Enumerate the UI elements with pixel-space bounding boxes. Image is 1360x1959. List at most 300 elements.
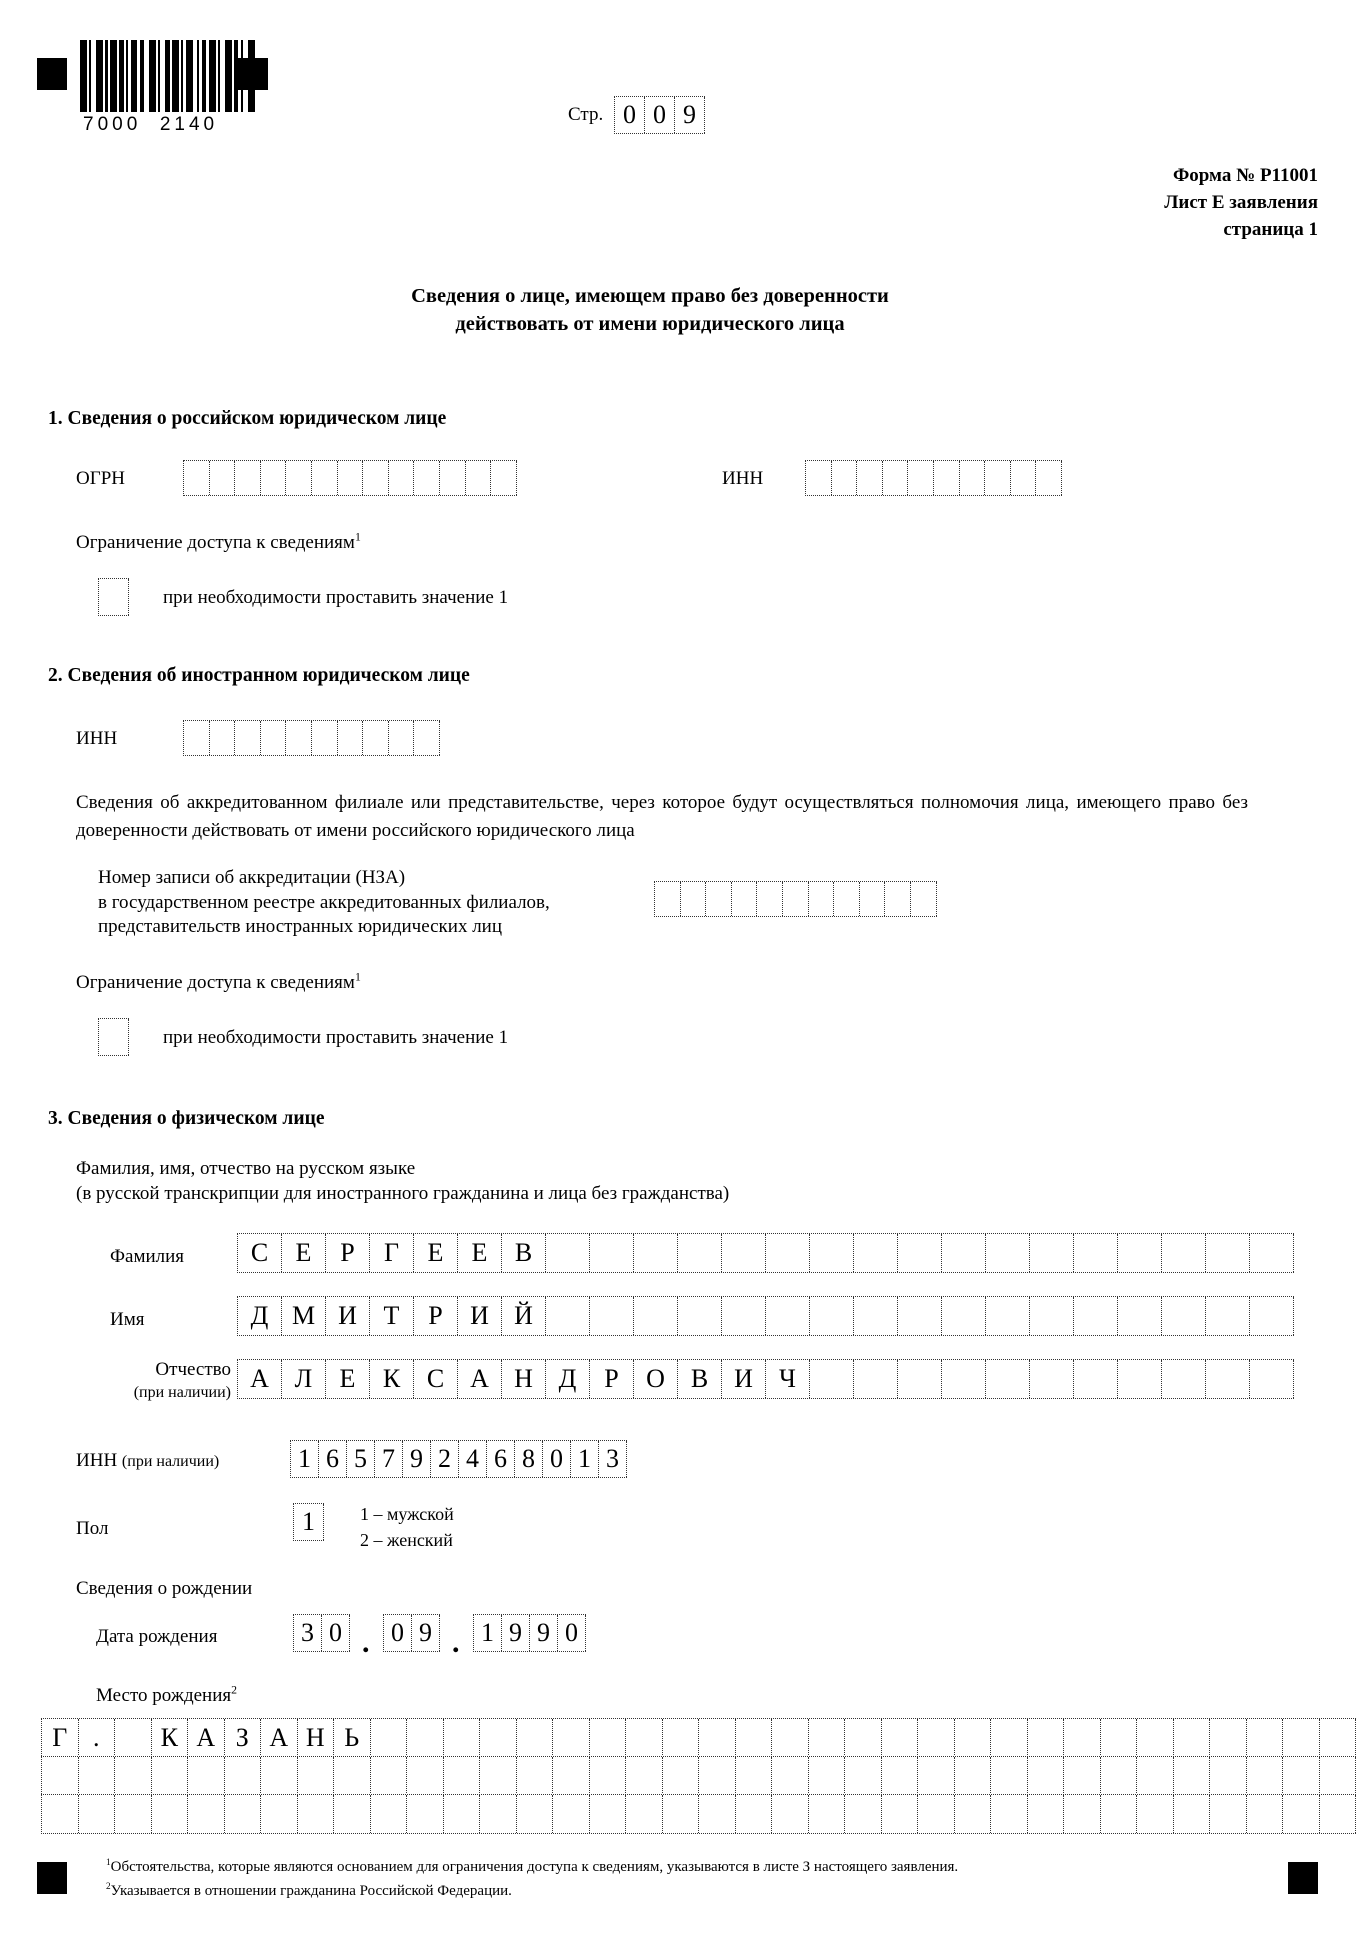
input-cell[interactable] bbox=[960, 461, 986, 495]
input-cell[interactable] bbox=[706, 882, 732, 916]
input-cell[interactable] bbox=[1137, 1719, 1174, 1757]
input-cell[interactable] bbox=[699, 1719, 736, 1757]
input-cell[interactable] bbox=[809, 1757, 846, 1795]
nza-field[interactable] bbox=[654, 881, 937, 921]
input-cell[interactable] bbox=[99, 579, 129, 615]
input-cell[interactable]: 1 bbox=[294, 1504, 324, 1540]
input-cell[interactable] bbox=[809, 1795, 846, 1833]
input-cell[interactable] bbox=[942, 1234, 986, 1272]
input-cell[interactable] bbox=[1162, 1360, 1206, 1398]
input-cell[interactable] bbox=[1162, 1297, 1206, 1335]
birth-date-label: Дата рождения bbox=[96, 1626, 218, 1647]
input-cell[interactable]: И bbox=[326, 1297, 370, 1335]
input-cell[interactable]: 3 bbox=[294, 1615, 322, 1651]
input-cell[interactable]: 0 bbox=[384, 1615, 412, 1651]
input-cell[interactable] bbox=[918, 1795, 955, 1833]
section2-restriction-footnote-marker: 1 bbox=[354, 970, 361, 984]
input-cell[interactable]: Д bbox=[546, 1360, 590, 1398]
input-cell[interactable] bbox=[810, 1297, 854, 1335]
input-cell[interactable] bbox=[1118, 1234, 1162, 1272]
input-cell[interactable] bbox=[480, 1757, 517, 1795]
input-cell[interactable] bbox=[955, 1795, 992, 1833]
input-cell[interactable] bbox=[854, 1297, 898, 1335]
input-cell[interactable] bbox=[184, 721, 210, 755]
input-cell[interactable] bbox=[722, 1297, 766, 1335]
input-cell[interactable] bbox=[882, 1719, 919, 1757]
birth-place-footnote-marker: 2 bbox=[231, 1683, 238, 1697]
input-cell[interactable] bbox=[1250, 1234, 1294, 1272]
input-cell[interactable] bbox=[553, 1795, 590, 1833]
input-cell[interactable] bbox=[1174, 1757, 1211, 1795]
input-cell[interactable] bbox=[261, 1795, 298, 1833]
input-cell[interactable] bbox=[517, 1757, 554, 1795]
input-cell[interactable] bbox=[546, 1234, 590, 1272]
gender-options bbox=[360, 1501, 454, 1553]
barcode-bar bbox=[110, 40, 117, 112]
birth-place-row-3[interactable] bbox=[41, 1794, 1356, 1838]
surname-field[interactable] bbox=[237, 1233, 1294, 1273]
input-cell[interactable] bbox=[371, 1719, 408, 1757]
input-cell[interactable] bbox=[546, 1297, 590, 1335]
input-cell[interactable] bbox=[152, 1757, 189, 1795]
input-cell[interactable] bbox=[407, 1719, 444, 1757]
input-cell[interactable] bbox=[261, 721, 287, 755]
input-cell[interactable] bbox=[1206, 1360, 1250, 1398]
registration-mark-bottom-right bbox=[1288, 1862, 1318, 1894]
input-cell[interactable]: 0 bbox=[645, 97, 675, 133]
barcode bbox=[80, 40, 257, 112]
input-cell[interactable] bbox=[298, 1795, 335, 1833]
input-cell[interactable] bbox=[626, 1719, 663, 1757]
input-cell[interactable]: О bbox=[634, 1360, 678, 1398]
input-cell[interactable]: 1 bbox=[571, 1441, 599, 1477]
input-cell[interactable] bbox=[736, 1757, 773, 1795]
input-cell[interactable] bbox=[1074, 1297, 1118, 1335]
ogrn-field[interactable] bbox=[183, 460, 517, 500]
footnote-2-marker: 2 bbox=[106, 1882, 111, 1892]
input-cell[interactable] bbox=[783, 882, 809, 916]
input-cell[interactable]: Е bbox=[458, 1234, 502, 1272]
input-cell[interactable] bbox=[286, 721, 312, 755]
input-cell[interactable] bbox=[663, 1757, 700, 1795]
input-cell[interactable]: М bbox=[282, 1297, 326, 1335]
input-cell[interactable]: Л bbox=[282, 1360, 326, 1398]
input-cell[interactable]: К bbox=[370, 1360, 414, 1398]
input-cell[interactable]: В bbox=[502, 1234, 546, 1272]
input-cell[interactable] bbox=[806, 461, 832, 495]
input-cell[interactable] bbox=[1283, 1719, 1320, 1757]
input-cell[interactable] bbox=[942, 1360, 986, 1398]
input-cell[interactable]: Е bbox=[414, 1234, 458, 1272]
input-cell[interactable] bbox=[911, 882, 937, 916]
input-cell[interactable] bbox=[991, 1757, 1028, 1795]
input-cell[interactable]: Р bbox=[414, 1297, 458, 1335]
input-cell[interactable]: Н bbox=[502, 1360, 546, 1398]
input-cell[interactable] bbox=[480, 1719, 517, 1757]
input-cell[interactable] bbox=[845, 1757, 882, 1795]
input-cell[interactable] bbox=[235, 461, 261, 495]
input-cell[interactable] bbox=[79, 1795, 116, 1833]
input-cell[interactable] bbox=[115, 1757, 152, 1795]
section3-inn-field[interactable] bbox=[290, 1440, 627, 1478]
input-cell[interactable] bbox=[991, 1795, 1028, 1833]
input-cell[interactable] bbox=[678, 1234, 722, 1272]
input-cell[interactable] bbox=[1074, 1234, 1118, 1272]
input-cell[interactable] bbox=[1118, 1297, 1162, 1335]
input-cell[interactable]: 0 bbox=[615, 97, 645, 133]
input-cell[interactable] bbox=[1247, 1795, 1284, 1833]
input-cell[interactable] bbox=[363, 721, 389, 755]
barcode-number: 7000 2140 bbox=[83, 114, 219, 135]
input-cell[interactable] bbox=[1250, 1360, 1294, 1398]
input-cell[interactable] bbox=[1074, 1360, 1118, 1398]
input-cell[interactable] bbox=[772, 1719, 809, 1757]
input-cell[interactable]: З bbox=[225, 1719, 262, 1757]
input-cell[interactable] bbox=[991, 1719, 1028, 1757]
gender-label: Пол bbox=[76, 1518, 109, 1539]
input-cell[interactable] bbox=[553, 1757, 590, 1795]
input-cell[interactable]: Г bbox=[42, 1719, 79, 1757]
input-cell[interactable] bbox=[1064, 1795, 1101, 1833]
input-cell[interactable] bbox=[99, 1019, 129, 1055]
input-cell[interactable] bbox=[955, 1757, 992, 1795]
section2-paragraph: Сведения об аккредитованном филиале или представительстве, через которое будут осуществляться полномочия лица, имеющего право без доверенности действовать от имени российского юридического лица bbox=[76, 792, 1248, 841]
input-cell[interactable]: 5 bbox=[347, 1441, 375, 1477]
input-cell[interactable] bbox=[772, 1795, 809, 1833]
input-cell[interactable] bbox=[1101, 1719, 1138, 1757]
input-cell[interactable] bbox=[834, 882, 860, 916]
form-header bbox=[1164, 163, 1318, 244]
input-cell[interactable] bbox=[882, 1795, 919, 1833]
input-cell[interactable] bbox=[678, 1297, 722, 1335]
input-cell[interactable] bbox=[389, 721, 415, 755]
input-cell[interactable] bbox=[338, 721, 364, 755]
input-cell[interactable]: Ч bbox=[766, 1360, 810, 1398]
input-cell[interactable] bbox=[809, 1719, 846, 1757]
birth-info-heading: Сведения о рождении bbox=[76, 1578, 253, 1599]
footnote-1-text: Обстоятельства, которые являются основанием для ограничения доступа к сведениям, указываются в листе З настоящего заявления. bbox=[110, 1859, 959, 1875]
input-cell[interactable]: А bbox=[238, 1360, 282, 1398]
input-cell[interactable] bbox=[115, 1795, 152, 1833]
input-cell[interactable] bbox=[590, 1719, 627, 1757]
input-cell[interactable]: Ь bbox=[334, 1719, 371, 1757]
input-cell[interactable]: Й bbox=[502, 1297, 546, 1335]
input-cell[interactable] bbox=[885, 882, 911, 916]
input-cell[interactable] bbox=[188, 1757, 225, 1795]
input-cell[interactable] bbox=[1137, 1757, 1174, 1795]
input-cell[interactable] bbox=[235, 721, 261, 755]
input-cell[interactable] bbox=[810, 1234, 854, 1272]
barcode-bar bbox=[225, 40, 232, 112]
input-cell[interactable] bbox=[1210, 1795, 1247, 1833]
input-cell[interactable] bbox=[663, 1719, 700, 1757]
input-cell[interactable] bbox=[898, 1297, 942, 1335]
input-cell[interactable] bbox=[225, 1757, 262, 1795]
birth-year-field[interactable] bbox=[473, 1614, 586, 1652]
input-cell[interactable] bbox=[1030, 1234, 1074, 1272]
input-cell[interactable] bbox=[942, 1297, 986, 1335]
input-cell[interactable]: 3 bbox=[599, 1441, 627, 1477]
input-cell[interactable] bbox=[1064, 1719, 1101, 1757]
input-cell[interactable] bbox=[1250, 1297, 1294, 1335]
input-cell[interactable]: А bbox=[261, 1719, 298, 1757]
section2-restriction-label bbox=[76, 971, 361, 996]
input-cell[interactable]: . bbox=[79, 1719, 116, 1757]
input-cell[interactable] bbox=[590, 1234, 634, 1272]
input-cell[interactable] bbox=[699, 1757, 736, 1795]
input-cell[interactable] bbox=[1162, 1234, 1206, 1272]
input-cell[interactable] bbox=[1036, 461, 1062, 495]
input-cell[interactable] bbox=[845, 1795, 882, 1833]
input-cell[interactable] bbox=[1320, 1719, 1357, 1757]
input-cell[interactable] bbox=[491, 461, 517, 495]
input-cell[interactable] bbox=[1206, 1234, 1250, 1272]
input-cell[interactable]: Е bbox=[282, 1234, 326, 1272]
input-cell[interactable] bbox=[210, 461, 236, 495]
birth-month-field[interactable] bbox=[383, 1614, 440, 1652]
input-cell[interactable] bbox=[590, 1297, 634, 1335]
input-cell[interactable] bbox=[860, 882, 886, 916]
nza-label-line2: в государственном реестре аккредитованных филиалов, bbox=[98, 891, 550, 913]
input-cell[interactable] bbox=[722, 1234, 766, 1272]
patronymic-label bbox=[96, 1358, 231, 1403]
section1-inn-field[interactable] bbox=[805, 460, 1062, 500]
input-cell[interactable] bbox=[883, 461, 909, 495]
page-number-cells[interactable] bbox=[614, 96, 705, 134]
input-cell[interactable] bbox=[854, 1234, 898, 1272]
input-cell[interactable]: 6 bbox=[319, 1441, 347, 1477]
input-cell[interactable] bbox=[363, 461, 389, 495]
input-cell[interactable] bbox=[312, 461, 338, 495]
input-cell[interactable]: В bbox=[678, 1360, 722, 1398]
input-cell[interactable] bbox=[1137, 1795, 1174, 1833]
input-cell[interactable] bbox=[736, 1795, 773, 1833]
input-cell[interactable] bbox=[1174, 1719, 1211, 1757]
input-cell[interactable] bbox=[1064, 1757, 1101, 1795]
input-cell[interactable] bbox=[1320, 1757, 1357, 1795]
input-cell[interactable] bbox=[444, 1719, 481, 1757]
input-cell[interactable] bbox=[1028, 1719, 1065, 1757]
input-cell[interactable] bbox=[934, 461, 960, 495]
input-cell[interactable]: И bbox=[722, 1360, 766, 1398]
input-cell[interactable] bbox=[845, 1719, 882, 1757]
input-cell[interactable] bbox=[444, 1795, 481, 1833]
input-cell[interactable] bbox=[857, 461, 883, 495]
input-cell[interactable] bbox=[986, 1297, 1030, 1335]
input-cell[interactable] bbox=[1118, 1360, 1162, 1398]
registration-mark-top-left bbox=[37, 58, 67, 90]
input-cell[interactable] bbox=[918, 1719, 955, 1757]
input-cell[interactable] bbox=[626, 1795, 663, 1833]
input-cell[interactable] bbox=[389, 461, 415, 495]
input-cell[interactable]: Р bbox=[326, 1234, 370, 1272]
form-number: Форма № Р11001 bbox=[1172, 165, 1318, 186]
input-cell[interactable]: А bbox=[458, 1360, 502, 1398]
input-cell[interactable]: 0 bbox=[558, 1615, 586, 1651]
input-cell[interactable] bbox=[898, 1234, 942, 1272]
input-cell[interactable] bbox=[1028, 1795, 1065, 1833]
input-cell[interactable] bbox=[699, 1795, 736, 1833]
input-cell[interactable]: 1 bbox=[474, 1615, 502, 1651]
input-cell[interactable]: С bbox=[414, 1360, 458, 1398]
document-title bbox=[330, 283, 970, 338]
sheet-name: Лист Е заявления bbox=[1164, 191, 1318, 213]
input-cell[interactable] bbox=[590, 1795, 627, 1833]
input-cell[interactable]: 9 bbox=[530, 1615, 558, 1651]
nza-label-line1: Номер записи об аккредитации (НЗА) bbox=[98, 867, 406, 888]
input-cell[interactable] bbox=[1247, 1719, 1284, 1757]
patronymic-field[interactable] bbox=[237, 1359, 1294, 1399]
input-cell[interactable] bbox=[298, 1757, 335, 1795]
section2-inn-field[interactable] bbox=[183, 720, 440, 760]
input-cell[interactable] bbox=[261, 461, 287, 495]
input-cell[interactable]: Н bbox=[298, 1719, 335, 1757]
input-cell[interactable]: Е bbox=[326, 1360, 370, 1398]
input-cell[interactable] bbox=[517, 1719, 554, 1757]
input-cell[interactable]: Р bbox=[590, 1360, 634, 1398]
input-cell[interactable] bbox=[854, 1360, 898, 1398]
birth-day-field[interactable] bbox=[293, 1614, 350, 1652]
input-cell[interactable] bbox=[908, 461, 934, 495]
input-cell[interactable]: 9 bbox=[502, 1615, 530, 1651]
input-cell[interactable] bbox=[42, 1757, 79, 1795]
input-cell[interactable] bbox=[1174, 1795, 1211, 1833]
input-cell[interactable] bbox=[681, 882, 707, 916]
input-cell[interactable] bbox=[1101, 1757, 1138, 1795]
input-cell[interactable] bbox=[1283, 1757, 1320, 1795]
input-cell[interactable] bbox=[407, 1757, 444, 1795]
input-cell[interactable] bbox=[1283, 1795, 1320, 1833]
input-cell[interactable] bbox=[986, 1360, 1030, 1398]
input-cell[interactable]: 9 bbox=[675, 97, 705, 133]
barcode-bar bbox=[255, 40, 257, 112]
input-cell[interactable] bbox=[480, 1795, 517, 1833]
input-cell[interactable] bbox=[634, 1234, 678, 1272]
input-cell[interactable] bbox=[1028, 1757, 1065, 1795]
input-cell[interactable]: 1 bbox=[291, 1441, 319, 1477]
input-cell[interactable] bbox=[590, 1757, 627, 1795]
barcode-bar bbox=[172, 40, 179, 112]
input-cell[interactable]: 0 bbox=[322, 1615, 350, 1651]
input-cell[interactable] bbox=[210, 721, 236, 755]
input-cell[interactable] bbox=[1206, 1297, 1250, 1335]
input-cell[interactable] bbox=[655, 882, 681, 916]
input-cell[interactable]: А bbox=[188, 1719, 225, 1757]
input-cell[interactable]: 8 bbox=[515, 1441, 543, 1477]
input-cell[interactable] bbox=[414, 721, 440, 755]
input-cell[interactable] bbox=[757, 882, 783, 916]
input-cell[interactable]: Г bbox=[370, 1234, 414, 1272]
input-cell[interactable]: 0 bbox=[543, 1441, 571, 1477]
input-cell[interactable] bbox=[918, 1757, 955, 1795]
input-cell[interactable] bbox=[338, 461, 364, 495]
input-cell[interactable] bbox=[407, 1795, 444, 1833]
input-cell[interactable] bbox=[663, 1795, 700, 1833]
barcode-bar bbox=[149, 40, 156, 112]
input-cell[interactable]: Т bbox=[370, 1297, 414, 1335]
input-cell[interactable] bbox=[371, 1757, 408, 1795]
input-cell[interactable] bbox=[985, 461, 1011, 495]
name-note bbox=[76, 1157, 729, 1206]
input-cell[interactable] bbox=[955, 1719, 992, 1757]
input-cell[interactable]: 7 bbox=[375, 1441, 403, 1477]
input-cell[interactable] bbox=[334, 1757, 371, 1795]
section2-restriction-field[interactable] bbox=[98, 1018, 129, 1060]
input-cell[interactable]: К bbox=[152, 1719, 189, 1757]
input-cell[interactable]: 6 bbox=[487, 1441, 515, 1477]
input-cell[interactable] bbox=[1210, 1757, 1247, 1795]
input-cell[interactable] bbox=[312, 721, 338, 755]
input-cell[interactable]: Д bbox=[238, 1297, 282, 1335]
input-cell[interactable] bbox=[79, 1757, 116, 1795]
birth-date-separator-2: . bbox=[452, 1626, 460, 1659]
input-cell[interactable] bbox=[261, 1757, 298, 1795]
input-cell[interactable] bbox=[882, 1757, 919, 1795]
input-cell[interactable]: С bbox=[238, 1234, 282, 1272]
input-cell[interactable]: 9 bbox=[412, 1615, 440, 1651]
input-cell[interactable] bbox=[1247, 1757, 1284, 1795]
input-cell[interactable] bbox=[832, 461, 858, 495]
registration-mark-bottom-left bbox=[37, 1862, 67, 1894]
barcode-bar bbox=[96, 40, 103, 112]
input-cell[interactable] bbox=[1210, 1719, 1247, 1757]
input-cell[interactable] bbox=[809, 882, 835, 916]
input-cell[interactable] bbox=[184, 461, 210, 495]
input-cell[interactable] bbox=[772, 1757, 809, 1795]
input-cell[interactable] bbox=[286, 461, 312, 495]
gender-field[interactable] bbox=[293, 1503, 324, 1541]
input-cell[interactable] bbox=[225, 1795, 262, 1833]
input-cell[interactable] bbox=[1011, 461, 1037, 495]
input-cell[interactable] bbox=[732, 882, 758, 916]
input-cell[interactable] bbox=[466, 461, 492, 495]
section1-restriction-field[interactable] bbox=[98, 578, 129, 620]
input-cell[interactable] bbox=[766, 1297, 810, 1335]
input-cell[interactable] bbox=[115, 1719, 152, 1757]
input-cell[interactable] bbox=[810, 1360, 854, 1398]
input-cell[interactable] bbox=[553, 1719, 590, 1757]
input-cell[interactable] bbox=[414, 461, 440, 495]
input-cell[interactable] bbox=[634, 1297, 678, 1335]
firstname-field[interactable] bbox=[237, 1296, 1294, 1336]
input-cell[interactable] bbox=[626, 1757, 663, 1795]
input-cell[interactable] bbox=[986, 1234, 1030, 1272]
input-cell[interactable] bbox=[444, 1757, 481, 1795]
gender-option-female: 2 – женский bbox=[360, 1530, 453, 1551]
input-cell[interactable] bbox=[334, 1795, 371, 1833]
input-cell[interactable] bbox=[517, 1795, 554, 1833]
input-cell[interactable]: 2 bbox=[431, 1441, 459, 1477]
input-cell[interactable] bbox=[371, 1795, 408, 1833]
input-cell[interactable]: И bbox=[458, 1297, 502, 1335]
birth-place-row-1[interactable] bbox=[41, 1718, 1356, 1758]
footnote-1 bbox=[106, 1855, 1256, 1879]
input-cell[interactable] bbox=[1320, 1795, 1357, 1833]
section1-restriction-hint: при необходимости проставить значение 1 bbox=[163, 587, 509, 608]
input-cell[interactable] bbox=[1030, 1297, 1074, 1335]
input-cell[interactable] bbox=[1030, 1360, 1074, 1398]
input-cell[interactable] bbox=[152, 1795, 189, 1833]
input-cell[interactable] bbox=[766, 1234, 810, 1272]
input-cell[interactable] bbox=[1101, 1795, 1138, 1833]
input-cell[interactable]: 9 bbox=[403, 1441, 431, 1477]
input-cell[interactable] bbox=[42, 1795, 79, 1833]
input-cell[interactable] bbox=[736, 1719, 773, 1757]
input-cell[interactable] bbox=[440, 461, 466, 495]
input-cell[interactable] bbox=[188, 1795, 225, 1833]
input-cell[interactable] bbox=[898, 1360, 942, 1398]
input-cell[interactable]: 4 bbox=[459, 1441, 487, 1477]
